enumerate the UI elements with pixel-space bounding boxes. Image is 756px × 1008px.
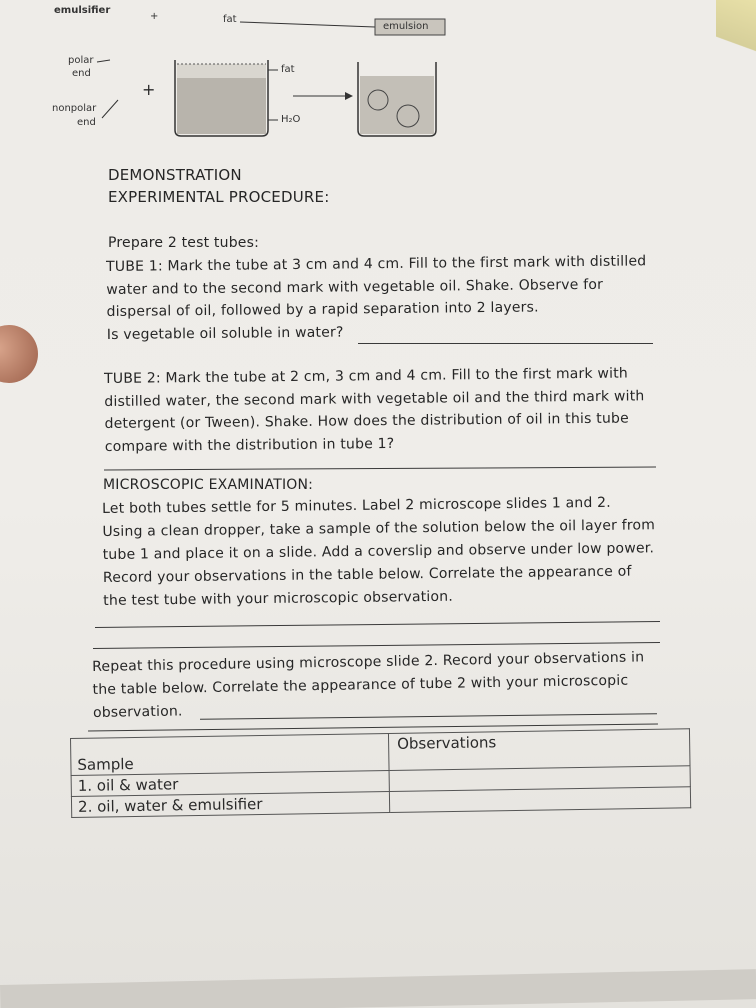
observations-header: Observations	[388, 729, 690, 771]
microscopic-line: Record your observations in the table below. Correlate the appearance of	[102, 563, 632, 586]
observation-cell[interactable]	[389, 787, 690, 813]
nonpolar-label: nonpolar	[52, 103, 97, 114]
repeat-line: the table below. Correlate the appearance of tube 2 with your microscopic	[92, 672, 629, 698]
demonstration-heading: DEMONSTRATION	[108, 166, 242, 184]
sample-header: Sample	[71, 733, 390, 775]
microscopic-line: the test tube with your microscopic observation.	[103, 588, 454, 609]
answer-line-tube1	[358, 343, 653, 344]
tube1-line: TUBE 1: Mark the tube at 3 cm and 4 cm. Fill to the first mark with distilled	[106, 253, 647, 275]
repeat-paragraph	[92, 646, 645, 725]
emulsion-label: emulsion	[383, 21, 429, 32]
tube1-line: water and to the second mark with vegetable oil. Shake. Observe for	[106, 276, 604, 298]
tube2-paragraph	[104, 362, 645, 458]
nonpolar-end-label: end	[77, 117, 96, 128]
repeat-line: observation.	[92, 703, 183, 721]
prepare-text: Prepare 2 test tubes:	[108, 235, 260, 251]
tube1-question: Is vegetable oil soluble in water?	[106, 324, 344, 343]
plus-sign-top: +	[150, 11, 159, 22]
microscopic-line: Let both tubes settle for 5 minutes. Label 2 microscope slides 1 and 2.	[102, 494, 611, 517]
experimental-procedure-heading: EXPERIMENTAL PROCEDURE:	[108, 188, 330, 206]
fat-label-top: fat	[223, 14, 237, 25]
microscopic-paragraph	[102, 491, 656, 613]
answer-line-tube2	[104, 467, 656, 471]
tube1-line: dispersal of oil, followed by a rapid separation into 2 layers.	[106, 299, 539, 320]
microscopic-examination-heading: MICROSCOPIC EXAMINATION:	[103, 477, 314, 493]
answer-line-microscopic-1	[95, 621, 660, 628]
emulsifier-label: emulsifier	[54, 5, 111, 16]
polar-end-label: end	[72, 68, 91, 79]
observations-table	[70, 728, 691, 818]
thumb	[0, 325, 38, 383]
sample-cell: 1. oil & water	[71, 770, 389, 796]
microscopic-line: Using a clean dropper, take a sample of the solution below the oil layer from	[102, 517, 656, 540]
tube2-line: TUBE 2: Mark the tube at 2 cm, 3 cm and 4 cm. Fill to the first mark with	[104, 365, 629, 387]
emulsion-diagram	[0, 0, 756, 160]
repeat-line: Repeat this procedure using microscope slide 2. Record your observations in	[92, 649, 645, 675]
fat-label-beaker: fat	[281, 64, 295, 75]
microscopic-line: tube 1 and place it on a slide. Add a coverslip and observe under low power.	[102, 540, 655, 563]
tube2-line: detergent (or Tween). Shake. How does the distribution of oil in this tube	[104, 410, 629, 432]
polar-label: polar	[68, 55, 94, 66]
tube2-question: compare with the distribution in tube 1?	[104, 435, 395, 455]
page-edge-shadow	[0, 969, 756, 1008]
water-label: H₂O	[281, 114, 301, 125]
tube2-line: distilled water, the second mark with vegetable oil and the third mark with	[104, 387, 645, 410]
sample-cell: 2. oil, water & emulsifier	[71, 791, 389, 817]
plus-sign-middle: +	[142, 80, 156, 99]
tube1-paragraph	[106, 250, 647, 346]
